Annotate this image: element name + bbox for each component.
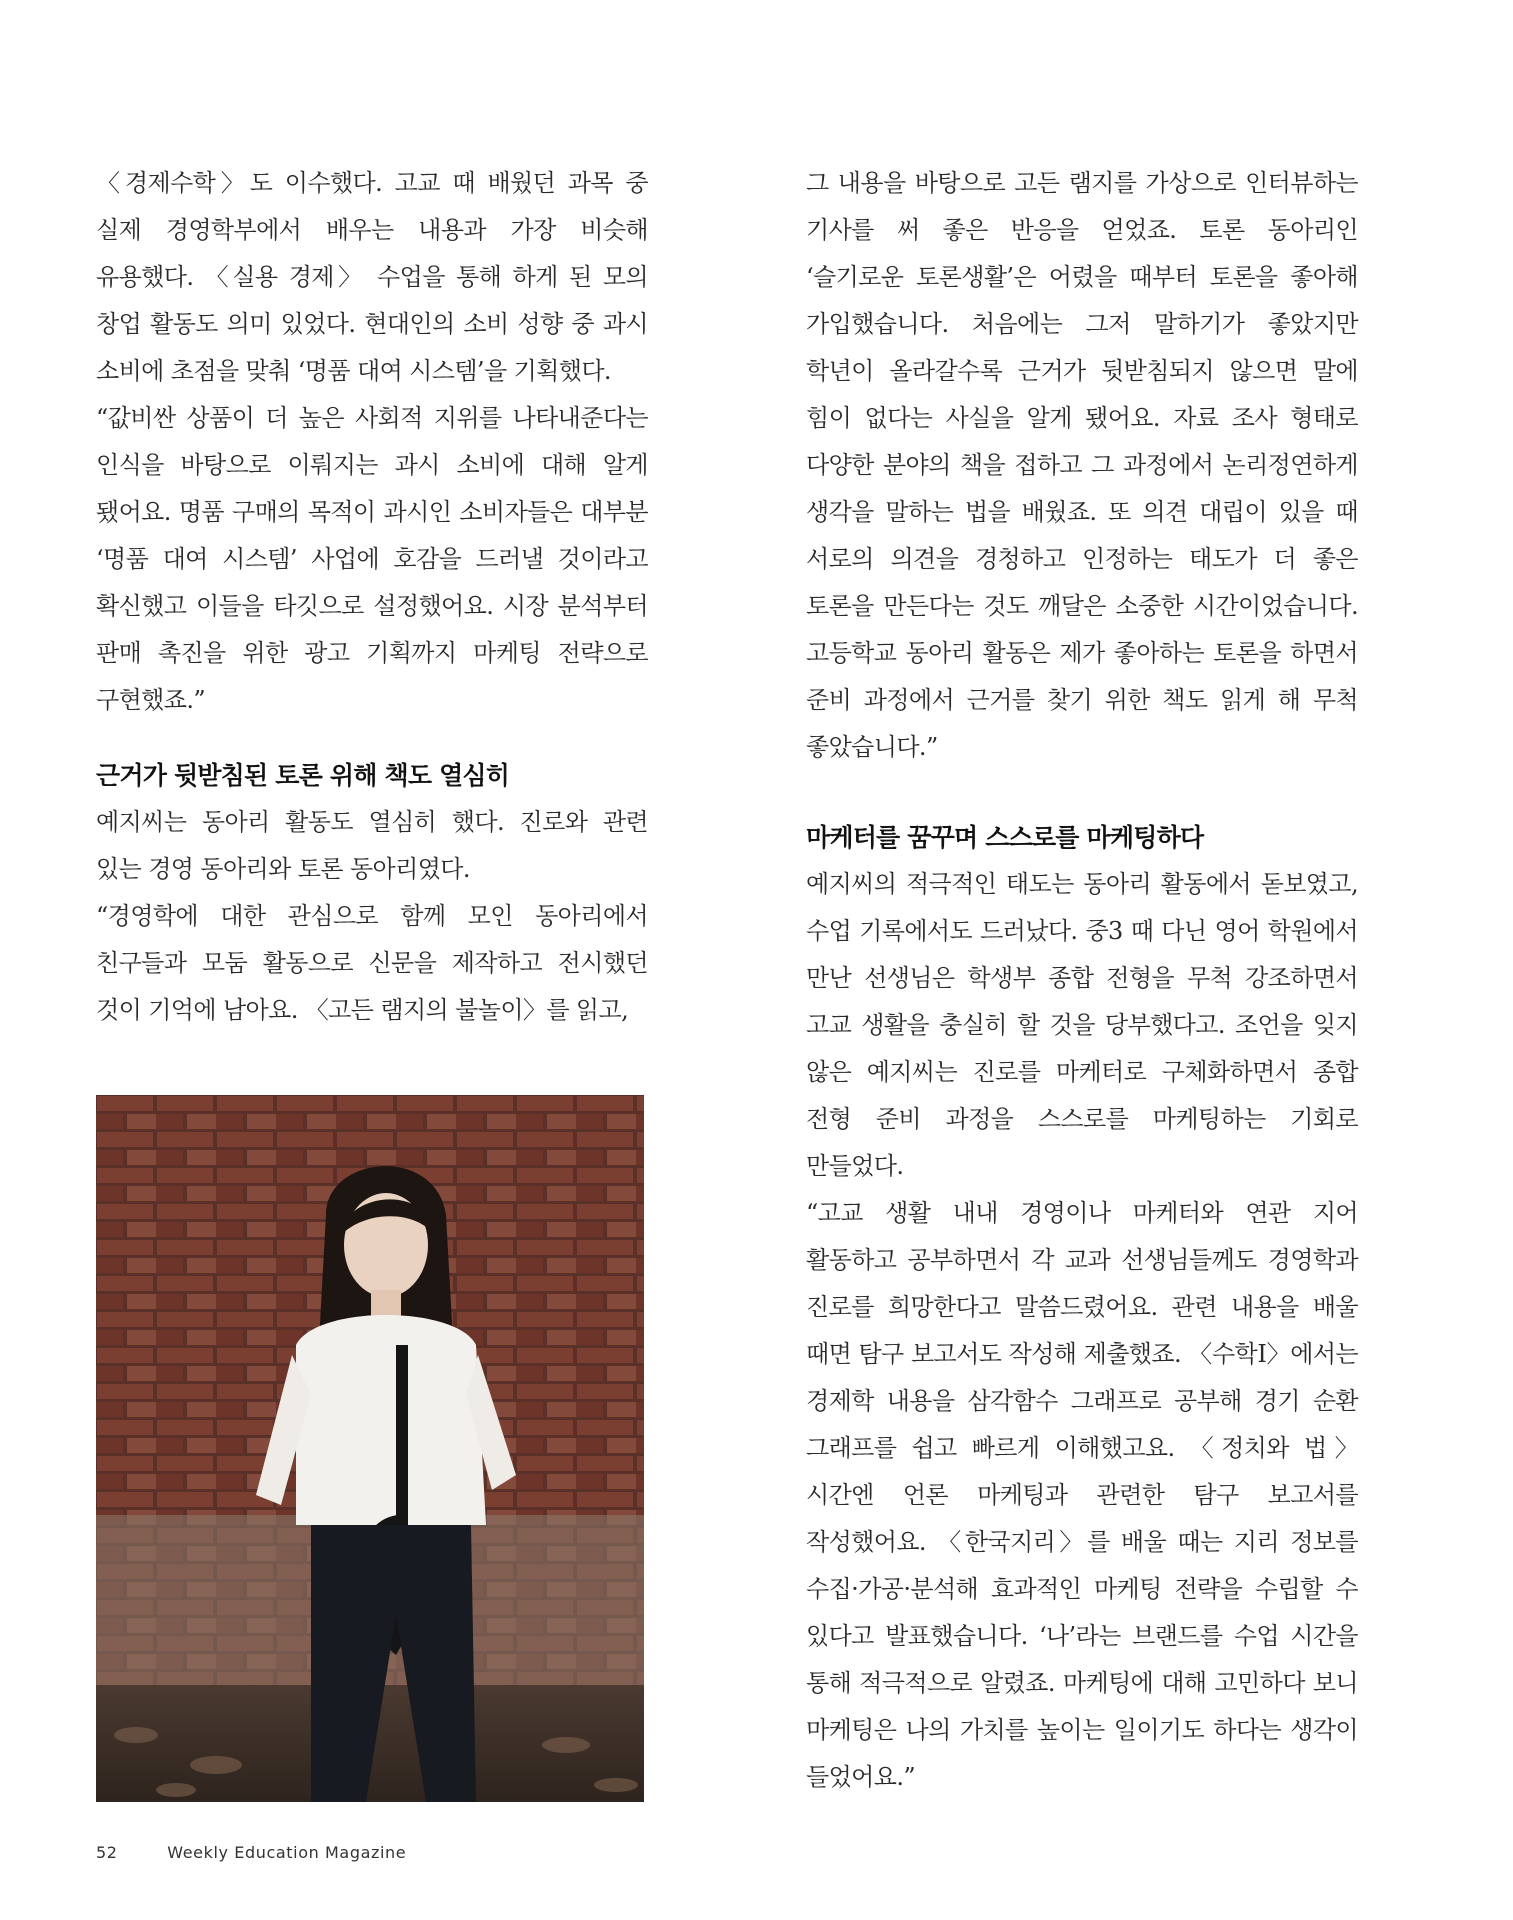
right-paragraph-3: “고교 생활 내내 경영이나 마케터와 연관 지어 활동하고 공부하면서 각 교과 선생님들께도 경영학과 진로를 희망한다고 말씀드렸어요. 관련 내용을 배울 때면 탐구 보고서도 작성해 제출했죠. 〈수학Ⅰ〉에서는 경제학 내용을 삼각함수 그래프로 공부해 경기 순환 그래프를 쉽고 빠르게 이해했고요. 〈정치와 법〉 시간엔 언론 마케팅과 관련한 탐구 보고서를 작성했어요. 〈한국지리〉를 배울 때는 지리 정보를 수집·가공·분석해 효과적인 마케팅 전략을 수립할 수 있다고 발표했습니다. ‘나’라는 브랜드를 수업 시간을 통해 적극적으로 알렸죠. 마케팅에 대해 고민하다 보니 마케팅은 나의 가치를 높이는 일이기도 하다는 생각이 들었어요.” [806,1199,1358,1791]
left-paragraph-2: “값비싼 상품이 더 높은 사회적 지위를 나타내준다는 인식을 바탕으로 이뤄지는 과시 소비에 대해 알게 됐어요. 명품 구매의 목적이 과시인 소비자들은 대부분 ‘명품 대여 시스템’ 사업에 호감을 드러낼 것이라고 확신했고 이들을 타깃으로 설정했어요. 시장 분석부터 판매 촉진을 위한 광고 기획까지 마케팅 전략으로 구현했죠.” [96,404,648,714]
page-footer [96,1843,406,1862]
left-section-heading: 근거가 뒷받침된 토론 위해 책도 열심히 [96,761,510,790]
left-paragraph-1: 〈경제수학〉도 이수했다. 고교 때 배웠던 과목 중 실제 경영학부에서 배우는 내용과 가장 비슷해 유용했다. 〈실용 경제〉 수업을 통해 하게 된 모의 창업 활동도 의미 있었다. 현대인의 소비 성향 중 과시 소비에 초점을 맞춰 ‘명품 대여 시스템’을 기획했다. [96,169,648,385]
magazine-name: Weekly Education Magazine [167,1843,407,1862]
right-paragraph-2: 예지씨의 적극적인 태도는 동아리 활동에서 돋보였고, 수업 기록에서도 드러났다. 중3 때 다닌 영어 학원에서 만난 선생님은 학생부 종합 전형을 무척 강조하면서 고교 생활을 충실히 할 것을 당부했다고. 조언을 잊지 않은 예지씨는 진로를 마케터로 구체화하면서 종합 전형 준비 과정을 스스로를 마케팅하는 기회로 만들었다. [806,870,1358,1180]
right-section-heading: 마케터를 꿈꾸며 스스로를 마케팅하다 [806,823,1204,852]
left-paragraph-3: 예지씨는 동아리 활동도 열심히 했다. 진로와 관련 있는 경영 동아리와 토론 동아리였다. [96,808,648,883]
left-column [96,160,648,1034]
right-column [806,160,1358,1801]
right-paragraph-1: 그 내용을 바탕으로 고든 램지를 가상으로 인터뷰하는 기사를 써 좋은 반응을 얻었죠. 토론 동아리인 ‘슬기로운 토론생활’은 어렸을 때부터 토론을 좋아해 가입했습니다. 처음에는 그저 말하기가 좋았지만 학년이 올라갈수록 근거가 뒷받침되지 않으면 말에 힘이 없다는 사실을 알게 됐어요. 자료 조사 형태로 다양한 분야의 책을 접하고 그 과정에서 논리정연하게 생각을 말하는 법을 배웠죠. 또 의견 대립이 있을 때 서로의 의견을 경청하고 인정하는 태도가 더 좋은 토론을 만든다는 것도 깨달은 소중한 시간이었습니다. 고등학교 동아리 활동은 제가 좋아하는 토론을 하면서 준비 과정에서 근거를 찾기 위한 책도 읽게 해 무척 좋았습니다.” [806,169,1358,761]
left-paragraph-4: “경영학에 대한 관심으로 함께 모인 동아리에서 친구들과 모둠 활동으로 신문을 제작하고 전시했던 것이 기억에 남아요. 〈고든 램지의 불놀이〉를 읽고, [96,902,648,1024]
page-number: 52 [96,1843,118,1862]
portrait-photo [96,1095,644,1802]
